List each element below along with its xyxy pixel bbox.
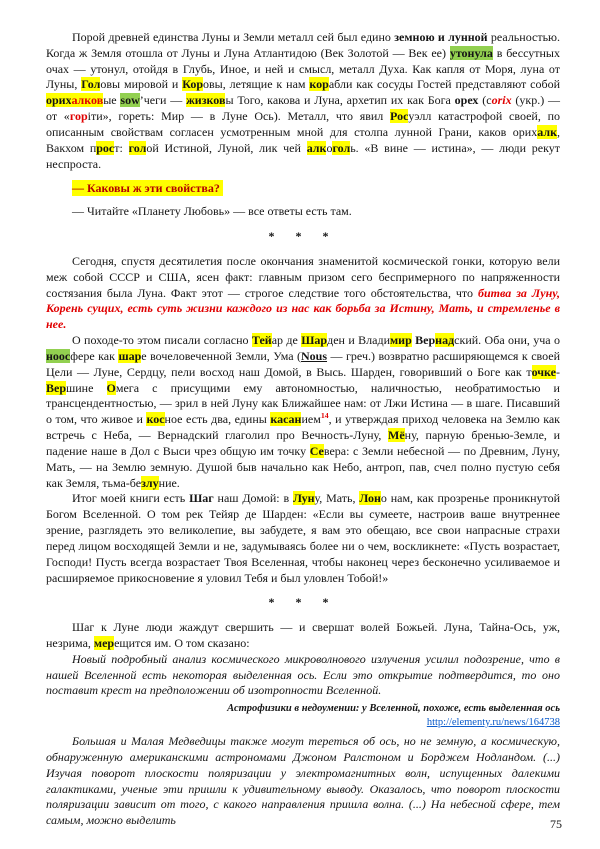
paragraph-answer bbox=[46, 204, 560, 220]
text-segment: касан bbox=[270, 412, 302, 427]
text-segment: мега с присущими ему автономностью, наличностью, необратимостью и трансцендентностью, — зрил в ней Луну как Ближайшее нам: от Лжи Истина — в шаге. Писавший о том, что живое и bbox=[46, 380, 560, 427]
paragraph-space-race bbox=[46, 254, 560, 333]
text-segment: утонула bbox=[449, 45, 493, 60]
text-segment: Шаг к Луне люди жаждут свершить — и свершат волей Божьей. Луна, Тайна-Ось, уж, незрима, bbox=[46, 620, 560, 650]
text-segment: ь. «В вине — истина», — люди рекут неспроста. bbox=[46, 140, 560, 171]
text-segment: алк bbox=[537, 124, 557, 139]
text-segment: ноос bbox=[46, 348, 71, 363]
paragraph-step-to-moon bbox=[46, 620, 560, 652]
text-segment: абли как сосуды Гостей представляют собой bbox=[328, 77, 561, 92]
text-segment: Кор bbox=[182, 77, 204, 92]
asterisk-separator: * * * bbox=[268, 229, 338, 244]
text-segment: — греч.) возвратно расширяющемся к своей Цели — Луне, Сердцу, пели восход наш Домой, в Высь. Шарден, говоривший о Боге как т bbox=[46, 348, 561, 379]
text-segment: т: bbox=[114, 140, 129, 155]
text-segment: orix bbox=[491, 93, 512, 108]
text-segment: Порой древней единства Луны и Земли металл сей был едино bbox=[72, 30, 395, 44]
text-segment: Шар bbox=[301, 333, 328, 348]
text-segment: ну, парную бренью-Земле, и падение наше в Дол с Выси чрез общую им точку bbox=[46, 428, 560, 458]
text-segment: ден и Влади bbox=[327, 333, 390, 348]
text-segment: sow bbox=[120, 93, 140, 108]
separator-1 bbox=[46, 229, 560, 245]
text-segment: мир bbox=[390, 333, 412, 348]
text-segment: о нам, как прозренье проникнутой Богом Вселенной. О том рек Тейяр де Шарден: «Если вы сумеете, настроив ваше внутреннее зрение, разглядеть это великолепие, вы забудете, я вам это обещаю, все свои напрасные страхи перед лицом восходящей Земли и не, задумываясь более ни о чем, воскликнете: «Пусть возрастает, Господи! Пусть всегда возрастает Твоя Вселенная, чтобы наконец через бесконечно усиливаемое и расширяемое прикосновение я уловил Тебя и был уловлен Тобой!» bbox=[46, 491, 561, 585]
text-segment: алк bbox=[306, 140, 327, 155]
section-heading-text: — Каковы ж эти свойства? bbox=[72, 180, 223, 196]
text-segment: над bbox=[435, 333, 455, 348]
text-segment: кор bbox=[309, 77, 329, 92]
text-segment: гол bbox=[332, 140, 351, 155]
text-segment: Мё bbox=[388, 428, 405, 443]
text-segment: гор bbox=[69, 109, 88, 124]
paragraph-teilhard-vernadsky bbox=[46, 333, 560, 491]
text-segment: ар де bbox=[271, 333, 302, 348]
text-segment: уэлл катастрофой своей, по описанным свойствам согласен усмотренным мной для столпа лунной Грани, каков орих bbox=[46, 109, 560, 139]
quote-attribution bbox=[46, 702, 560, 716]
text-segment: — Читайте «Планету Любовь» — все ответы есть там. bbox=[72, 204, 352, 219]
text-segment: вера: с Земли небесной — по Древним, Луну, Мать, — на Землю земную. Душой быв начально как Небо, антроп, пав, счел полно пустую себя как Земля, тьма-бе bbox=[46, 443, 560, 490]
text-segment: Большая и Малая Медведицы также могут тереться об ось, но не земную, а космическую, обнаруженную американскими астрономами Джоном Ралстоном и Борджем Нодландом. (...) Изучая поворот плоскости поляризации у электромагнитных волн, испущенных далекими галактиками, ученые эти пришли к удивительному выводу. Оказалось, что поворот плоскости поляризации зависит от того, с какого направления пришла волна. (...) На небесной сфере, тем самым, можно выделить bbox=[46, 734, 560, 828]
text-segment: ский. Оба они, уча о bbox=[454, 333, 561, 348]
text-segment: , и утверждая приход человека на Землю как встречь с Неба, — Вернадский глаголил про Вечность-Луну, bbox=[46, 412, 560, 443]
text-segment: Тей bbox=[251, 333, 272, 348]
text-segment: кос bbox=[146, 412, 165, 427]
attribution-text: Астрофизики в недоумении: у Вселенной, похоже, есть выделенная ось bbox=[227, 703, 560, 715]
text-segment: - bbox=[556, 364, 560, 379]
text-segment: наш Домой: в bbox=[213, 491, 293, 506]
text-segment: іти», гореть: Мир — в Луне Ось). Металл, что явил bbox=[87, 109, 391, 124]
paragraph-book-summary bbox=[46, 491, 560, 586]
source-link-line bbox=[46, 716, 560, 730]
text-segment: орех bbox=[454, 93, 479, 108]
text-segment: Се bbox=[309, 443, 324, 458]
separator-2 bbox=[46, 595, 560, 611]
quote-ursa-polarization bbox=[46, 734, 560, 829]
section-heading-properties bbox=[46, 181, 560, 197]
text-segment: битва за Луну, Корень сущих, есть суть жизни каждого из нас как борьба за Истину, Мать, и стремленье в нее. bbox=[46, 285, 560, 332]
page-number: 75 bbox=[550, 817, 562, 832]
text-segment: ещится им. О том сказано: bbox=[114, 635, 250, 650]
text-segment: Гол bbox=[81, 77, 101, 92]
text-segment: ые bbox=[103, 93, 121, 108]
text-segment: жизков bbox=[186, 93, 226, 108]
text-segment: ’чеги — bbox=[139, 93, 187, 108]
text-segment: очке bbox=[531, 364, 556, 379]
text-segment: рос bbox=[96, 140, 115, 155]
text-segment: Рос bbox=[390, 109, 409, 124]
text-segment: фере как bbox=[70, 348, 119, 363]
text-segment: земною и лунной bbox=[394, 30, 488, 44]
text-segment: ние. bbox=[158, 475, 180, 490]
asterisk-separator: * * * bbox=[268, 595, 338, 610]
paragraph-metal-unity bbox=[46, 30, 560, 172]
text-segment: Вер bbox=[46, 380, 67, 395]
text-segment: мер bbox=[93, 635, 115, 650]
text-segment: в бессутных очах — утонул, отойдя в Глубь, Иное, и ней и смысл, металл Духа. Как капля от Моря, луна от Луны, bbox=[46, 45, 560, 92]
text-segment: ием bbox=[301, 412, 321, 427]
quote-axis-discovery bbox=[46, 652, 560, 699]
text-segment: овы, летящие к нам bbox=[203, 77, 310, 92]
text-segment: е вочеловеченной Земли, Ума ( bbox=[141, 348, 302, 363]
text-segment: Итог моей книги есть bbox=[72, 491, 190, 506]
article-link[interactable]: http://elementy.ru/news/164738 bbox=[426, 717, 560, 729]
text-segment: (укр.) — от « bbox=[46, 93, 561, 124]
text-segment: (с bbox=[478, 93, 492, 108]
text-segment: О походе-то этом писали согласно bbox=[72, 333, 252, 348]
document-content bbox=[46, 30, 560, 829]
text-segment: 14 bbox=[320, 411, 329, 421]
text-segment: Лун bbox=[292, 491, 315, 506]
text-segment: злу bbox=[141, 475, 159, 490]
text-segment: овы мировой и bbox=[100, 77, 183, 92]
text-segment: ное есть два, едины bbox=[164, 412, 271, 427]
text-segment: орих bbox=[46, 93, 72, 108]
text-segment: Шаг bbox=[189, 491, 214, 506]
text-segment: алков bbox=[71, 93, 104, 108]
text-segment: шине bbox=[66, 380, 107, 395]
text-segment: гол bbox=[128, 140, 147, 155]
text-segment: Nous bbox=[301, 348, 328, 363]
text-segment: шар bbox=[118, 348, 142, 363]
text-segment: о bbox=[326, 140, 333, 155]
text-segment: у, Мать, bbox=[314, 491, 360, 506]
text-segment: ы Того, какова и Луна, архетип их как Бога bbox=[225, 93, 455, 108]
text-segment: Вер bbox=[415, 333, 436, 348]
text-segment: реальностью. Когда ж Земля отошла от Луны и Луна Атлантидою (Век Золотой — Век ее) bbox=[46, 30, 561, 60]
text-segment: Новый подробный анализ космического микроволнового излучения усилил подозрение, что в нашей Вселенной есть некоторая выделенная ось. Если это открытие подтвердится, то оно поставит крест на предположении об изотропности Вселенной. bbox=[46, 651, 560, 698]
text-segment: , Вакхом п bbox=[46, 124, 560, 155]
text-segment: ой Истиной, Луной, лик чей bbox=[146, 140, 307, 155]
text-segment: О bbox=[106, 380, 116, 395]
text-segment: Сегодня, спустя десятилетия после окончания знаменитой космической гонки, которую вели меж собой СССР и США, ясен факт: главным призом сего беспримерного по напряженности состязания была Луна. Факт этот — строгое следствие того обстоятельства, что bbox=[46, 253, 560, 300]
text-segment: Лон bbox=[359, 491, 381, 506]
